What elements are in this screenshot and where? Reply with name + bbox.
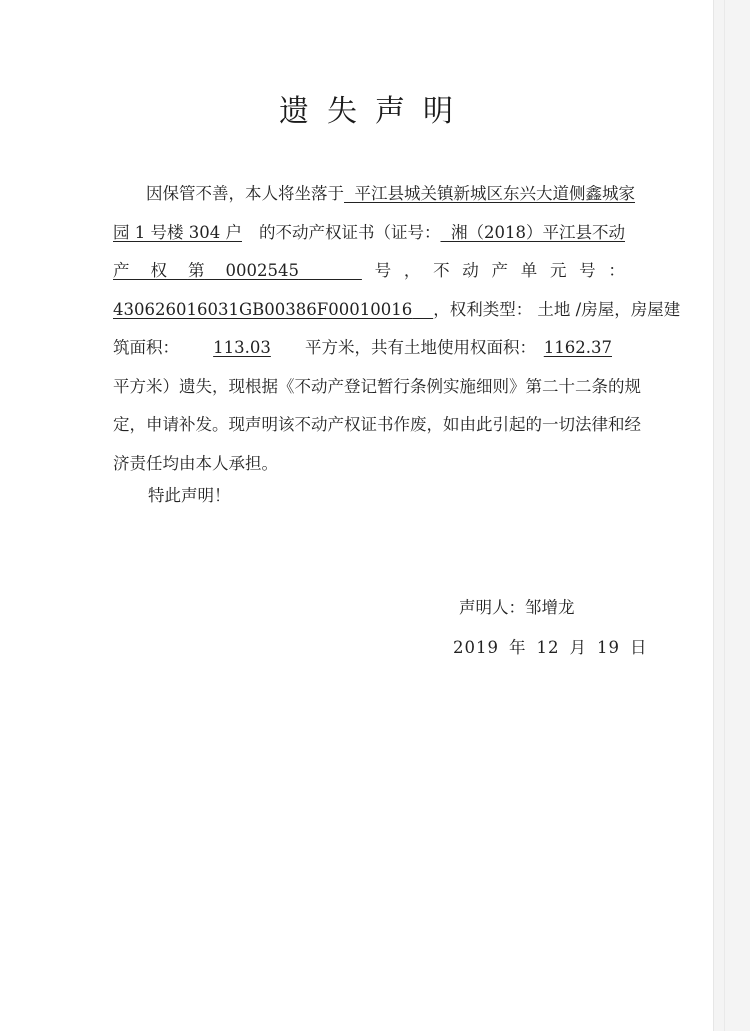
building-area: 113.03	[213, 338, 271, 357]
body-line-1	[113, 175, 635, 214]
body-line-6: 平方米）遗失，现根据《不动产登记暂行条例实施细则》第二十二条的规	[113, 376, 641, 396]
land-area: 1162.37	[543, 338, 612, 357]
body-line-5: 筑面积： 113.03 平方米，共有土地使用权面积： 1162.37	[113, 329, 625, 368]
certificate-number-cont: 产 权 第 0002545	[113, 261, 299, 280]
body-line-2	[113, 214, 625, 253]
declaration-body	[113, 175, 681, 483]
signer-name: 邹增龙	[525, 598, 575, 617]
certificate-number: 湘（2018）平江县不动	[451, 222, 625, 242]
property-address: 平江县城关镇新城区东兴大道侧鑫城家	[354, 184, 635, 203]
unit-number: 430626016031GB00386F00010016	[113, 299, 413, 319]
page-edge	[713, 0, 750, 1031]
signer-label: 声明人：	[459, 598, 525, 617]
document-title: 遗失声明	[279, 94, 471, 129]
body-line-4	[113, 291, 681, 330]
lead-text: 因保管不善，本人将坐落于	[146, 184, 344, 203]
body-line-7: 定，申请补发。现声明该不动产权证书作废，如由此引起的一切法律和经	[113, 415, 641, 434]
closing-statement: 特此声明！	[148, 486, 231, 505]
body-line-3: 产 权 第 0002545 号 ， 不 动 产 单 元 号 ：	[113, 252, 625, 291]
certificate-label: 的不动产权证书（证号：	[259, 222, 441, 242]
signing-date: 2019 年 12 月 19 日	[453, 638, 648, 657]
body-line-8: 济责任均由本人承担。	[113, 453, 278, 473]
signer	[459, 594, 575, 618]
right-type: ，权利类型： 土地 /房屋，房屋建	[433, 299, 681, 319]
property-address-cont: 园 1 号楼 304 户	[113, 222, 242, 242]
